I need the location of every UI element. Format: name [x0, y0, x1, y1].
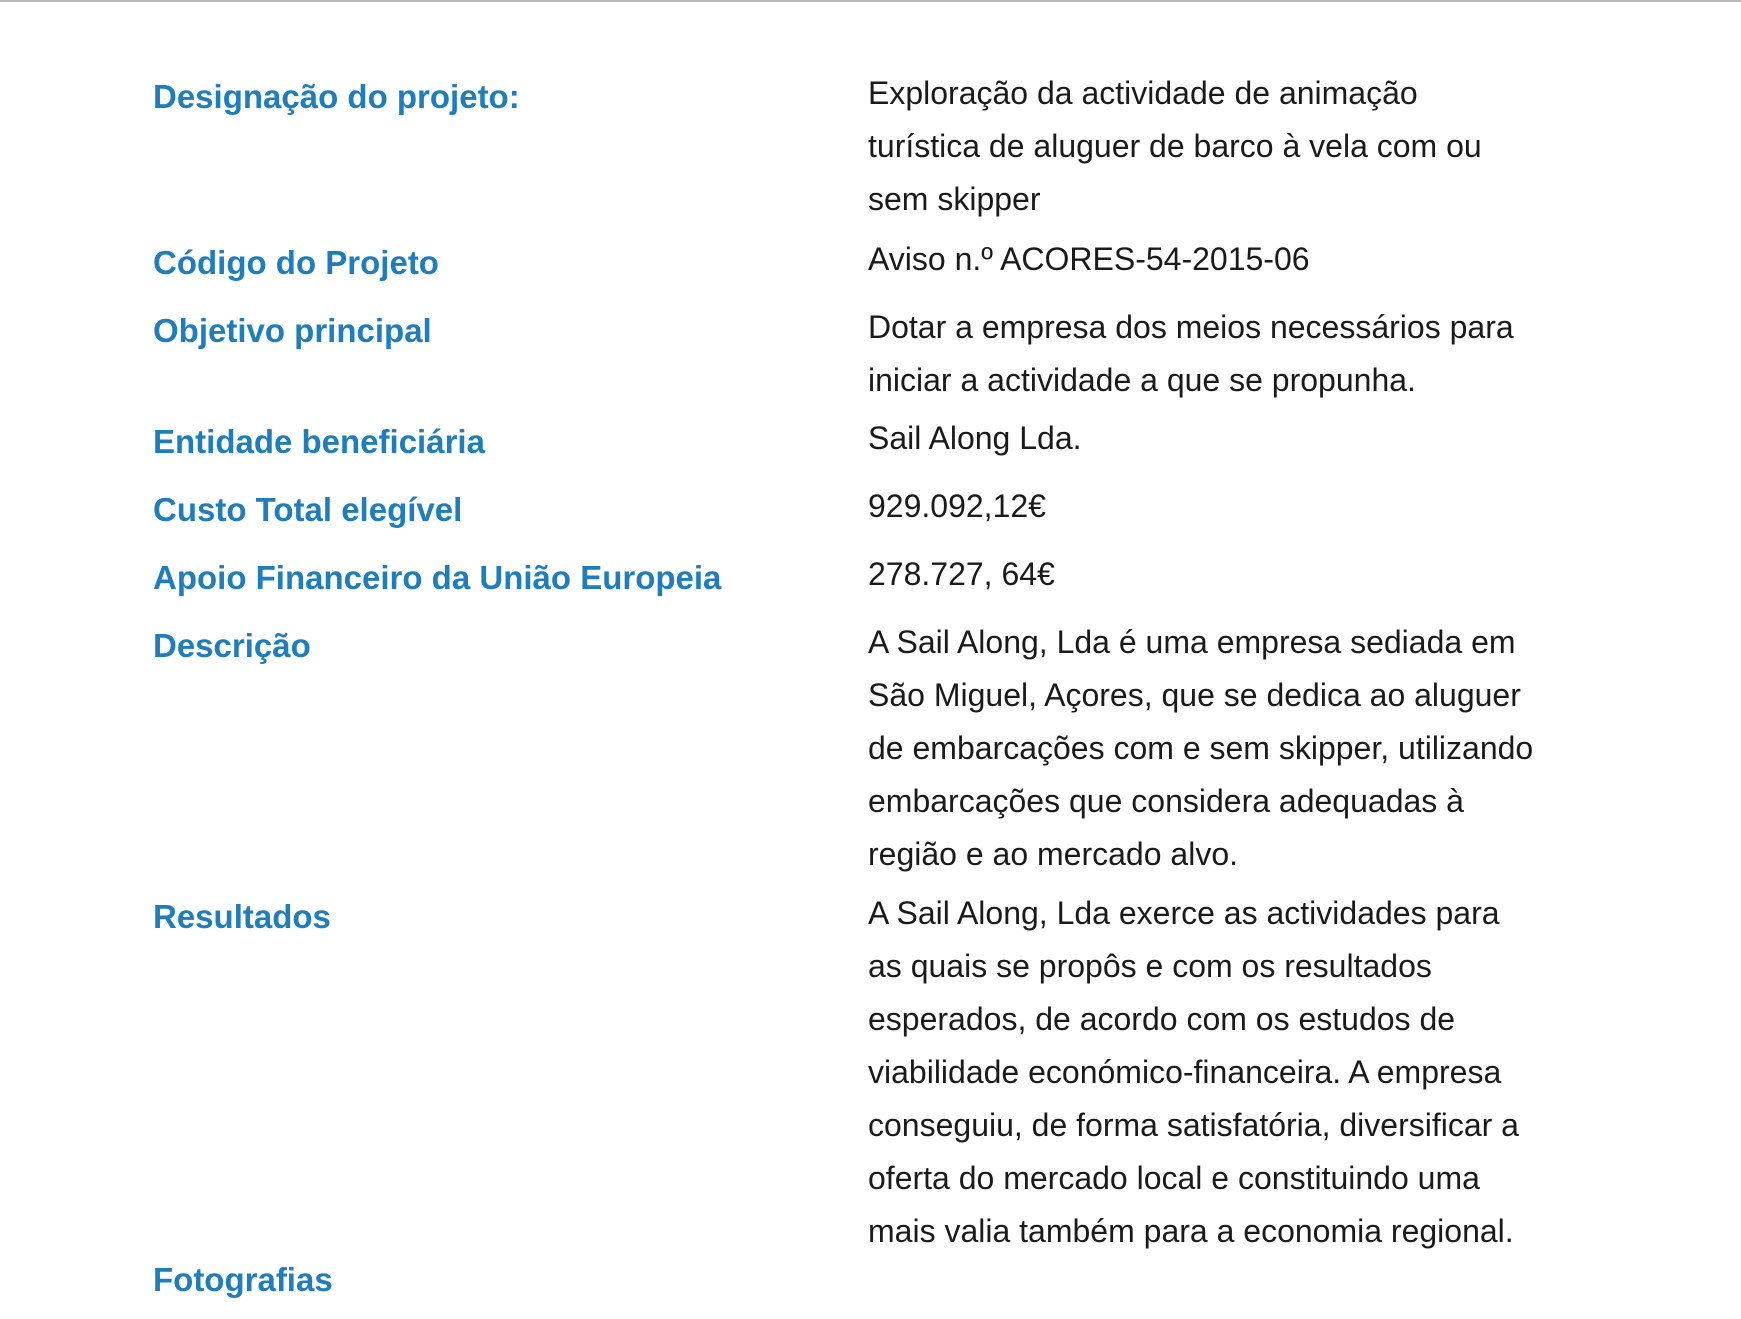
resultados-line: conseguiu, de forma satisfatória, diversificar a	[868, 1107, 1519, 1143]
resultados-line: mais valia também para a economia regional.	[868, 1213, 1514, 1249]
descricao-line: embarcações que considera adequadas à	[868, 783, 1464, 819]
resultados-label: Resultados	[153, 898, 331, 935]
entidade-label: Entidade beneficiária	[153, 423, 485, 460]
designacao-label: Designação do projeto:	[153, 78, 520, 115]
resultados-value	[868, 887, 1558, 1258]
resultados-line: as quais se propôs e com os resultados	[868, 948, 1432, 984]
resultados-line: esperados, de acordo com os estudos de	[868, 1001, 1456, 1037]
codigo-label: Código do Projeto	[153, 244, 439, 281]
apoio-label: Apoio Financeiro da União Europeia	[153, 559, 722, 596]
apoio-value	[868, 548, 1558, 601]
custo-value	[868, 480, 1558, 533]
codigo-value	[868, 233, 1558, 286]
objetivo-value	[868, 301, 1558, 407]
codigo-line: Aviso n.º ACORES-54-2015-06	[868, 241, 1310, 277]
descricao-line: região e ao mercado alvo.	[868, 836, 1238, 872]
descricao-line: São Miguel, Açores, que se dedica ao aluguer	[868, 677, 1521, 713]
resultados-line: viabilidade económico-financeira. A empresa	[868, 1054, 1502, 1090]
entidade-value	[868, 412, 1558, 465]
custo-label: Custo Total elegível	[153, 491, 463, 528]
entidade-line: Sail Along Lda.	[868, 420, 1082, 456]
designacao-value	[868, 67, 1558, 226]
row-codigo	[153, 233, 1573, 301]
objetivo-label: Objetivo principal	[153, 312, 432, 349]
designacao-line: turística de aluguer de barco à vela com ou	[868, 128, 1482, 164]
objetivo-line: Dotar a empresa dos meios necessários para	[868, 309, 1514, 345]
fotografias-label: Fotografias	[153, 1261, 333, 1298]
project-info-sheet	[153, 67, 1573, 1310]
top-divider	[0, 0, 1741, 2]
row-custo	[153, 480, 1573, 548]
row-apoio	[153, 548, 1573, 616]
descricao-line: de embarcações com e sem skipper, utilizando	[868, 730, 1534, 766]
row-objetivo	[153, 301, 1573, 412]
objetivo-line: iniciar a actividade a que se propunha.	[868, 362, 1416, 398]
designacao-line: sem skipper	[868, 181, 1041, 217]
descricao-label: Descrição	[153, 627, 311, 664]
custo-line: 929.092,12€	[868, 488, 1046, 524]
descricao-value	[868, 616, 1558, 881]
row-fotografias	[153, 1250, 1573, 1310]
designacao-line: Exploração da actividade de animação	[868, 75, 1418, 111]
row-designacao	[153, 67, 1573, 233]
row-descricao	[153, 616, 1573, 887]
row-resultados	[153, 887, 1573, 1250]
resultados-line: A Sail Along, Lda exerce as actividades para	[868, 895, 1500, 931]
apoio-line: 278.727, 64€	[868, 556, 1055, 592]
row-entidade	[153, 412, 1573, 480]
descricao-line: A Sail Along, Lda é uma empresa sediada em	[868, 624, 1516, 660]
resultados-line: oferta do mercado local e constituindo uma	[868, 1160, 1480, 1196]
